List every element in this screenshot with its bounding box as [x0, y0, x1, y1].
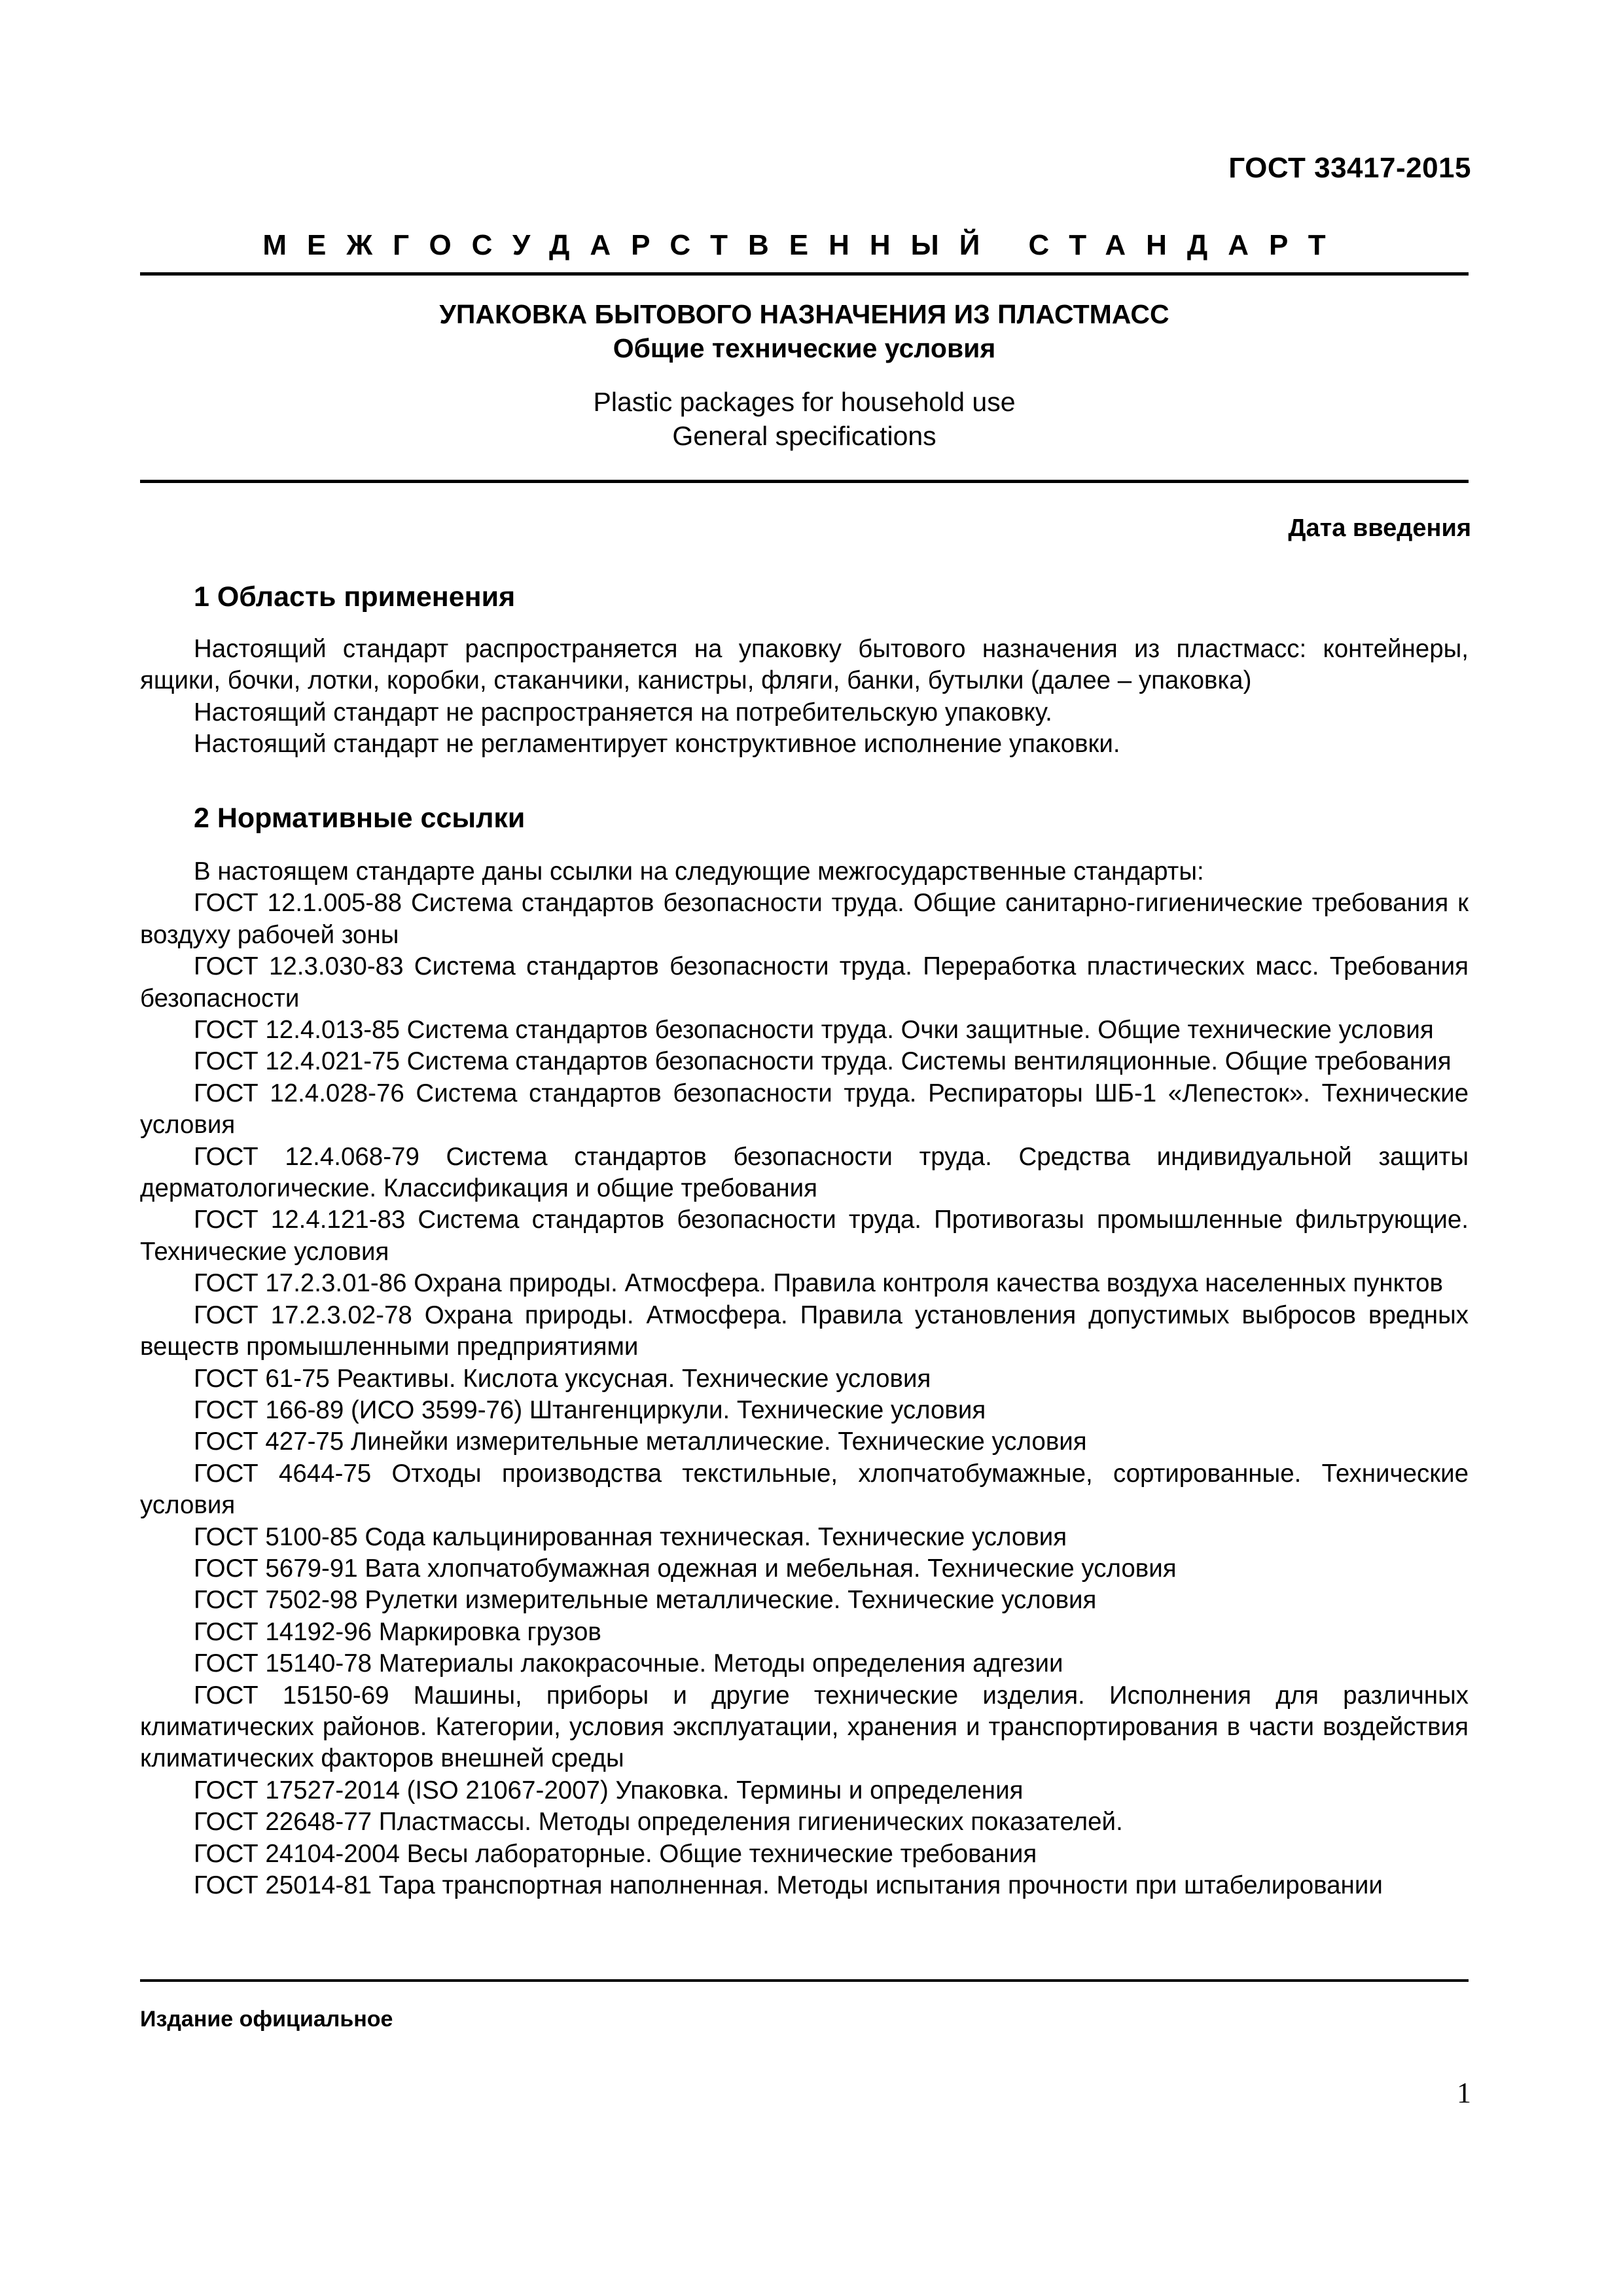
- footer-divider: [140, 1979, 1469, 1982]
- reference-item: ГОСТ 17.2.3.02-78 Охрана природы. Атмосфера. Правила установления допустимых выбросов вредных веществ промышленными предприятиями: [140, 1300, 1469, 1361]
- paragraph: Настоящий стандарт не регламентирует конструктивное исполнение упаковки.: [194, 730, 1120, 759]
- reference-item: ГОСТ 7502-98 Рулетки измерительные металлические. Технические условия: [194, 1586, 1097, 1615]
- english-subtitle: General specifications: [672, 421, 936, 451]
- reference-item: ГОСТ 61-75 Реактивы. Кислота уксусная. Технические условия: [194, 1364, 931, 1393]
- reference-item: ГОСТ 17.2.3.01-86 Охрана природы. Атмосфера. Правила контроля качества воздуха населенных пунктов: [194, 1269, 1443, 1298]
- russian-subtitle: Общие технические условия: [613, 333, 996, 363]
- reference-item: ГОСТ 12.4.068-79 Система стандартов безопасности труда. Средства индивидуальной защиты дерматологические. Классификация и общие требования: [140, 1142, 1469, 1203]
- reference-item: ГОСТ 12.4.013-85 Система стандартов безопасности труда. Очки защитные. Общие технические условия: [194, 1016, 1434, 1045]
- reference-item: ГОСТ 25014-81 Тара транспортная наполненная. Методы испытания прочности при штабелировании: [194, 1871, 1383, 1899]
- reference-item: ГОСТ 12.1.005-88 Система стандартов безопасности труда. Общие санитарно-гигиенические требования к воздуху рабочей зоны: [140, 889, 1469, 949]
- section-2-heading: 2 Нормативные ссылки: [194, 802, 526, 834]
- reference-item: ГОСТ 12.4.121-83 Система стандартов безопасности труда. Противогазы промышленные фильтрующие. Технические условия: [140, 1206, 1469, 1266]
- top-divider: [140, 272, 1469, 276]
- standard-code: ГОСТ 33417-2015: [1228, 152, 1471, 184]
- english-title-block: [140, 385, 1469, 453]
- reference-item: ГОСТ 427-75 Линейки измерительные металлические. Технические условия: [194, 1427, 1087, 1456]
- intro-date-label: Дата введения: [1288, 514, 1471, 542]
- paragraph: Настоящий стандарт не распространяется на потребительскую упаковку.: [194, 698, 1052, 726]
- reference-item: ГОСТ 166-89 (ИСО 3599-76) Штангенциркули. Технические условия: [194, 1395, 986, 1424]
- section-1-body: [140, 634, 1469, 761]
- russian-title: УПАКОВКА БЫТОВОГО НАЗНАЧЕНИЯ ИЗ ПЛАСТМАСС: [439, 299, 1169, 329]
- official-edition-label: Издание официальное: [140, 2007, 393, 2032]
- reference-item: ГОСТ 15140-78 Материалы лакокрасочные. Методы определения адгезии: [194, 1649, 1063, 1678]
- reference-item: ГОСТ 5100-85 Сода кальцинированная техническая. Технические условия: [194, 1522, 1067, 1551]
- paragraph: Настоящий стандарт распространяется на упаковку бытового назначения из пластмасс: контейнеры, ящики, бочки, лотки, коробки, стаканчики, канистры, фляги, банки, бутылки (далее – упаковка): [140, 635, 1469, 695]
- interstate-standard-label: МЕЖГОСУДАРСТВЕННЫЙ СТАНДАРТ: [262, 229, 1346, 261]
- reference-item: ГОСТ 12.4.028-76 Система стандартов безопасности труда. Респираторы ШБ-1 «Лепесток». Технические условия: [140, 1079, 1469, 1139]
- reference-item: ГОСТ 12.3.030-83 Система стандартов безопасности труда. Переработка пластических масс. Требования безопасности: [140, 952, 1469, 1013]
- reference-item: ГОСТ 17527-2014 (ISO 21067-2007) Упаковка. Термины и определения: [194, 1776, 1024, 1804]
- reference-item: ГОСТ 12.4.021-75 Система стандартов безопасности труда. Системы вентиляционные. Общие требования: [194, 1047, 1452, 1076]
- english-title: Plastic packages for household use: [593, 387, 1016, 417]
- paragraph: В настоящем стандарте даны ссылки на следующие межгосударственные стандарты:: [194, 857, 1204, 886]
- reference-item: ГОСТ 5679-91 Вата хлопчатобумажная одежная и мебельная. Технические условия: [194, 1554, 1177, 1583]
- section-2-body: [140, 856, 1469, 1901]
- reference-item: ГОСТ 22648-77 Пластмассы. Методы определения гигиенических показателей.: [194, 1808, 1123, 1837]
- page-number: 1: [1457, 2077, 1471, 2109]
- reference-item: ГОСТ 4644-75 Отходы производства текстильные, хлопчатобумажные, сортированные. Технические условия: [140, 1459, 1469, 1520]
- reference-item: ГОСТ 14192-96 Маркировка грузов: [194, 1617, 601, 1646]
- reference-item: ГОСТ 24104-2004 Весы лабораторные. Общие технические требования: [194, 1839, 1037, 1868]
- russian-title-block: [140, 297, 1469, 365]
- title-divider: [140, 480, 1469, 483]
- reference-item: ГОСТ 15150-69 Машины, приборы и другие технические изделия. Исполнения для различных климатических районов. Категории, условия эксплуатации, хранения и транспортирования в части воздействия климатических факторов внешней среды: [140, 1681, 1469, 1773]
- section-1-heading: 1 Область применения: [194, 581, 516, 613]
